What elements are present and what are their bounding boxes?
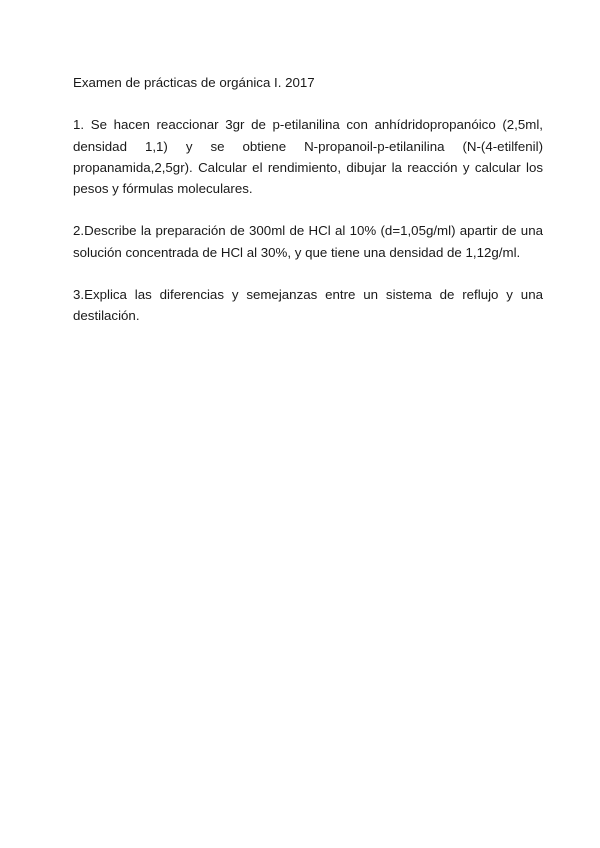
- exam-title: Examen de prácticas de orgánica I. 2017: [73, 75, 315, 90]
- question-1: 1. Se hacen reaccionar 3gr de p-etilanilina con anhídridopropanóico (2,5ml, densidad 1,1) y se obtiene N-propanoil-p-etilanilina (N-(4-etilfenil) propanamida,2,5gr). Calcular el rendimiento, dibujar la reacción y calcular los pesos y fórmulas moleculares.: [73, 117, 543, 197]
- question-3: 3.Explica las diferencias y semejanzas entre un sistema de reflujo y una destilación.: [73, 287, 543, 324]
- document-body: [73, 72, 543, 348]
- question-2: 2.Describe la preparación de 300ml de HCl al 10% (d=1,05g/ml) apartir de una solución concentrada de HCl al 30%, y que tiene una densidad de 1,12g/ml.: [73, 223, 543, 260]
